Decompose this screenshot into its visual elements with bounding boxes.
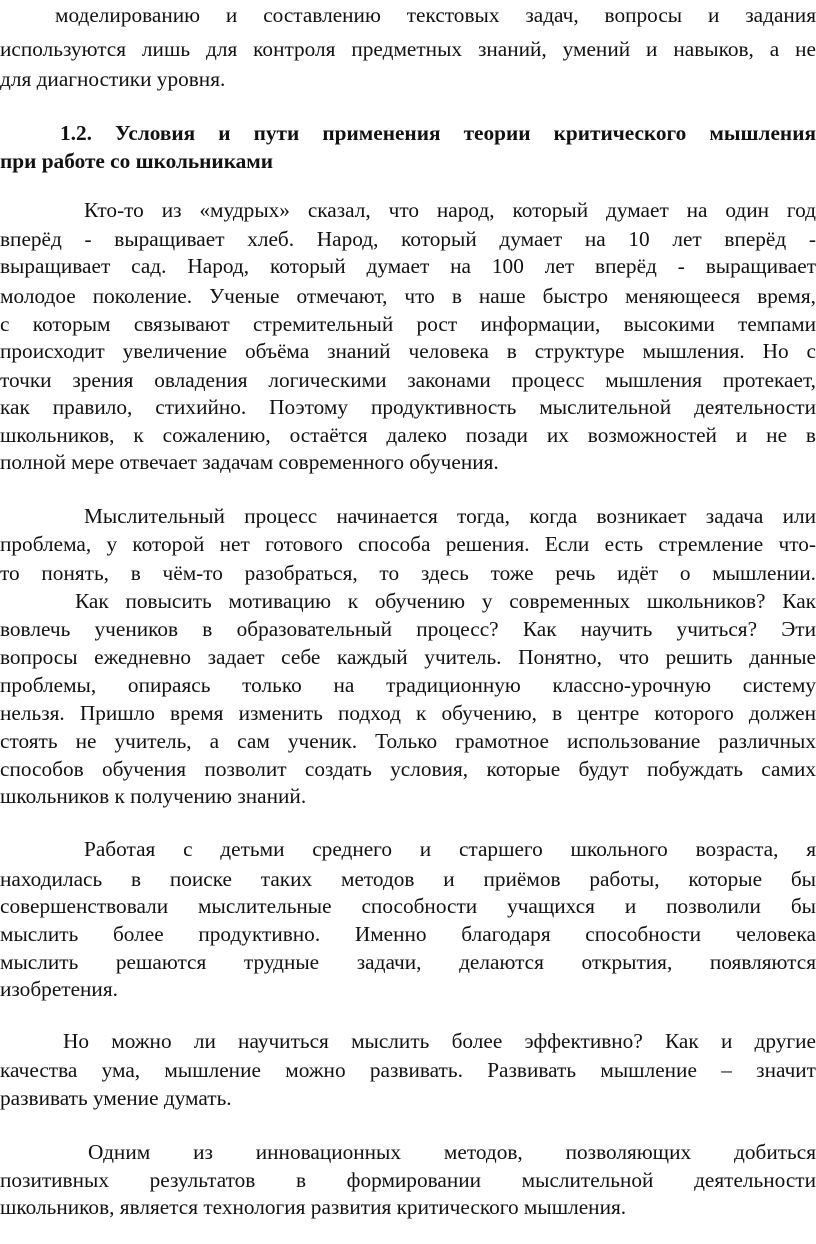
text-line: изобретения. [0,977,118,1001]
text-line: проблемы, опираясь только на традиционную классно-урочную систему [0,673,816,697]
text-line: совершенствовали мыслительные способности учащихся и позволили бы [0,894,816,918]
text-line: точки зрения овладения логическими законами процесс мышления протекает, [0,368,816,392]
text-line: полной мере отвечает задачам современного обучения. [0,450,499,474]
text-line: стоять не учитель, а сам ученик. Только грамотное использование различных [0,729,816,753]
text-line: школьников к получению знаний. [0,784,307,808]
text-line: мыслить решаются трудные задачи, делаются открытия, появляются [0,950,816,974]
text-line: позитивных результатов в формировании мыслительной деятельности [0,1168,816,1192]
text-line: находилась в поиске таких методов и приёмов работы, которые бы [0,867,816,891]
text-line: Но можно ли научиться мыслить более эффективно? Как и другие [63,1029,816,1053]
section-heading: при работе со школьниками [0,149,274,173]
text-line: способов обучения позволит создать условия, которые будут побуждать самих [0,757,816,781]
text-line: проблема, у которой нет готового способа решения. Если есть стремление что- [0,532,816,556]
text-line: для диагностики уровня. [0,67,226,91]
section-heading: 1.2. Условия и пути применения теории критического мышления [60,121,816,145]
text-line: школьников, является технология развития критического мышления. [0,1195,627,1219]
text-line: Как повысить мотивацию к обучению у современных школьников? Как [75,589,816,613]
text-line: используются лишь для контроля предметных знаний, умений и навыков, а не [0,37,816,61]
text-line: как правило, стихийно. Поэтому продуктивность мыслительной деятельности [0,395,816,419]
text-line: школьников, к сожалению, остаётся далеко позади их возможностей и не в [0,423,816,447]
text-line: с которым связывают стремительный рост информации, высокими темпами [0,312,816,336]
text-line: вопросы ежедневно задает себе каждый учитель. Понятно, что решить данные [0,645,816,669]
text-line: нельзя. Пришло время изменить подход к обучению, в центре которого должен [0,701,816,725]
text-line: вовлечь учеников в образовательный процесс? Как научить учиться? Эти [0,617,816,641]
text-line: вперёд - выращивает хлеб. Народ, который думает на 10 лет вперёд - [0,227,816,251]
text-line: качества ума, мышление можно развивать. Развивать мышление – значит [0,1058,816,1082]
text-line: моделированию и составлению текстовых задач, вопросы и задания [55,3,816,27]
text-line: то понять, в чём-то разобраться, то здесь тоже речь идёт о мышлении. [0,561,816,585]
text-line: Одним из инновационных методов, позволяющих добиться [88,1140,816,1164]
text-line: развивать умение думать. [0,1086,232,1110]
text-line: Мыслительный процесс начинается тогда, когда возникает задача или [84,504,816,528]
text-line: происходит увеличение объёма знаний человека в структуре мышления. Но с [0,339,816,363]
text-line: выращивает сад. Народ, который думает на 100 лет вперёд - выращивает [0,254,816,278]
text-line: молодое поколение. Ученые отмечают, что в наше быстро меняющееся время, [0,284,816,308]
text-line: мыслить более продуктивно. Именно благодаря способности человека [0,922,816,946]
text-line: Работая с детьми среднего и старшего школьного возраста, я [84,837,816,861]
text-line: Кто-то из «мудрых» сказал, что народ, который думает на один год [84,198,816,222]
